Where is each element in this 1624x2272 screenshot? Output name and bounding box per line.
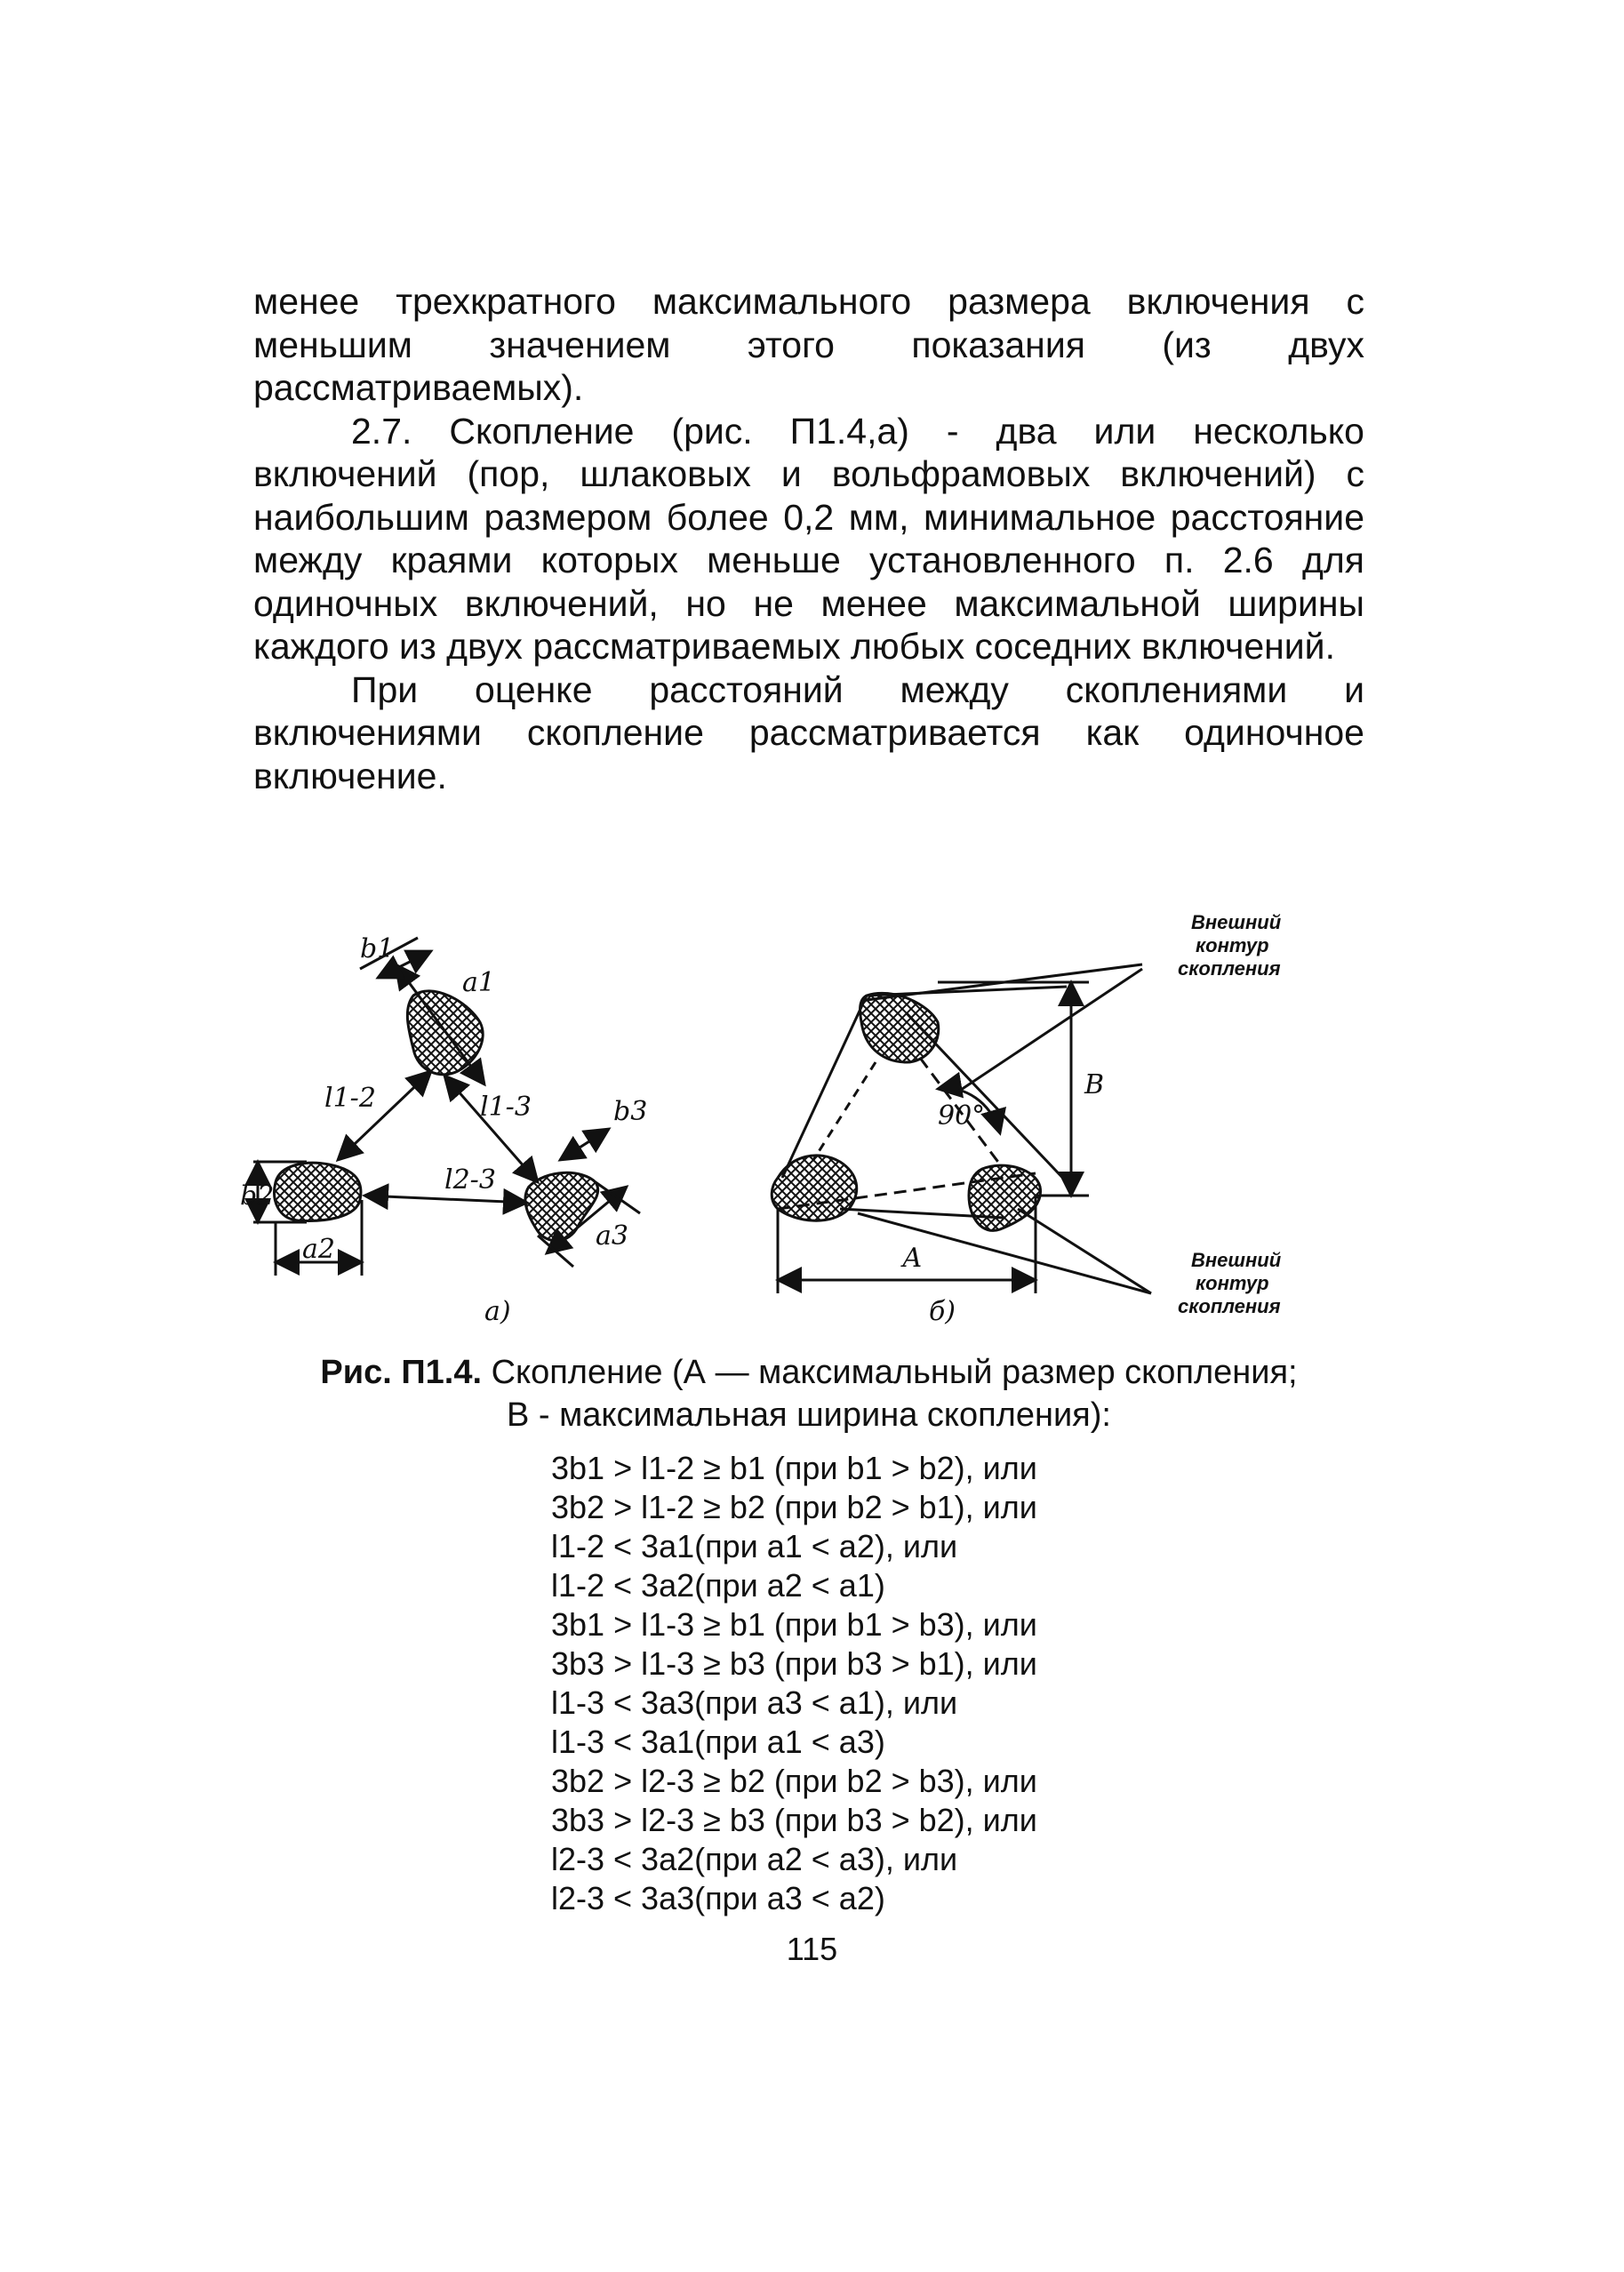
figure-p1-4 (240, 902, 1364, 1351)
caption-line-1 (253, 1351, 1364, 1394)
formula-line: 3b3 > l2-3 ≥ b3 (при b3 > b2), или (551, 1802, 1037, 1838)
note-bottom-line-3: скопления (1178, 1295, 1281, 1317)
formula-line: 3b2 > l2-3 ≥ b2 (при b2 > b3), или (551, 1763, 1037, 1799)
label-a2: a2 (302, 1234, 335, 1265)
panel-b-label: б) (929, 1296, 956, 1327)
panel-b-labels (900, 911, 1282, 1327)
label-B: В (1084, 1069, 1105, 1100)
inclusion-2 (275, 1163, 361, 1220)
label-l1-3: l1-3 (480, 1092, 532, 1123)
paragraph-2-7: 2.7. Скопление (рис. П1.4,а) - два или несколько включений (пор, шлаковых и вольфрамовых включений) с наибольшим размером более 0,2 мм, минимальное расстояние между краями которых меньше установленного п. 2.6 для одиночных включений, но не менее максимальной ширины каждого из двух рассматриваемых любых соседних включений. (253, 410, 1364, 667)
formula-line: l1-3 < 3a3(при a3 < a1), или (551, 1684, 958, 1721)
label-l2-3: l2-3 (444, 1164, 496, 1196)
paragraph-continuation: менее трехкратного максимального размера включения с меньшим значением этого показания (из двух рассматриваемых). (253, 281, 1364, 408)
label-90-deg: 90° (938, 1100, 986, 1132)
label-a1: a1 (462, 967, 495, 998)
formula-line: l1-3 < 3a1(при a1 < a3) (551, 1724, 885, 1760)
formula-line: l1-2 < 3a1(при a1 < a2), или (551, 1528, 958, 1564)
note-bottom-line-2: контур (1196, 1272, 1269, 1294)
inclusion-b-top (860, 993, 939, 1062)
panel-a-label: а) (484, 1296, 511, 1327)
formula-line: 3b2 > l1-2 ≥ b2 (при b2 > b1), или (551, 1489, 1037, 1525)
caption-line-2: В - максимальная ширина скопления): (507, 1396, 1111, 1434)
inclusion-b-right (969, 1165, 1041, 1230)
label-b1: b1 (360, 933, 395, 964)
panel-a-drawing (253, 938, 640, 1276)
caption-figure-number: Рис. П1.4. (320, 1354, 483, 1391)
formula-line: 3b3 > l1-3 ≥ b3 (при b3 > b1), или (551, 1645, 1037, 1682)
label-b3: b3 (613, 1096, 648, 1127)
figure-caption (253, 1351, 1364, 1436)
formula-list (551, 1449, 1227, 1918)
note-top-line-2: контур (1196, 934, 1269, 956)
note-top-line-3: скопления (1178, 957, 1281, 980)
label-a3: a3 (596, 1220, 628, 1252)
formula-line: 3b1 > l1-2 ≥ b1 (при b1 > b2), или (551, 1450, 1037, 1486)
inclusion-3 (525, 1172, 598, 1240)
page-number: 115 (786, 1931, 838, 1967)
label-b2: b2 (240, 1180, 275, 1212)
figure-drawing (240, 902, 1364, 1351)
label-A: А (902, 1243, 923, 1274)
formula-line: l2-3 < 3a3(при a3 < a2) (551, 1880, 885, 1916)
note-top-line-1: Внешний (1191, 911, 1282, 933)
paragraph-assessment: При оценке расстояний между скоплениями и включениями скопление рассматривается как одиночное включение. (253, 668, 1364, 796)
formula-line: l1-2 < 3a2(при a2 < a1) (551, 1567, 885, 1604)
note-bottom-line-1: Внешний (1191, 1249, 1282, 1271)
formula-line: l2-3 < 3a2(при a2 < a3), или (551, 1841, 958, 1877)
label-l1-2: l1-2 (324, 1083, 376, 1114)
inclusion-b-left (772, 1156, 856, 1220)
formula-line: 3b1 > l1-3 ≥ b1 (при b1 > b3), или (551, 1606, 1037, 1643)
caption-text-1: Скопление (А — максимальный размер скопления; (491, 1354, 1298, 1391)
body-text-top (253, 280, 1364, 797)
